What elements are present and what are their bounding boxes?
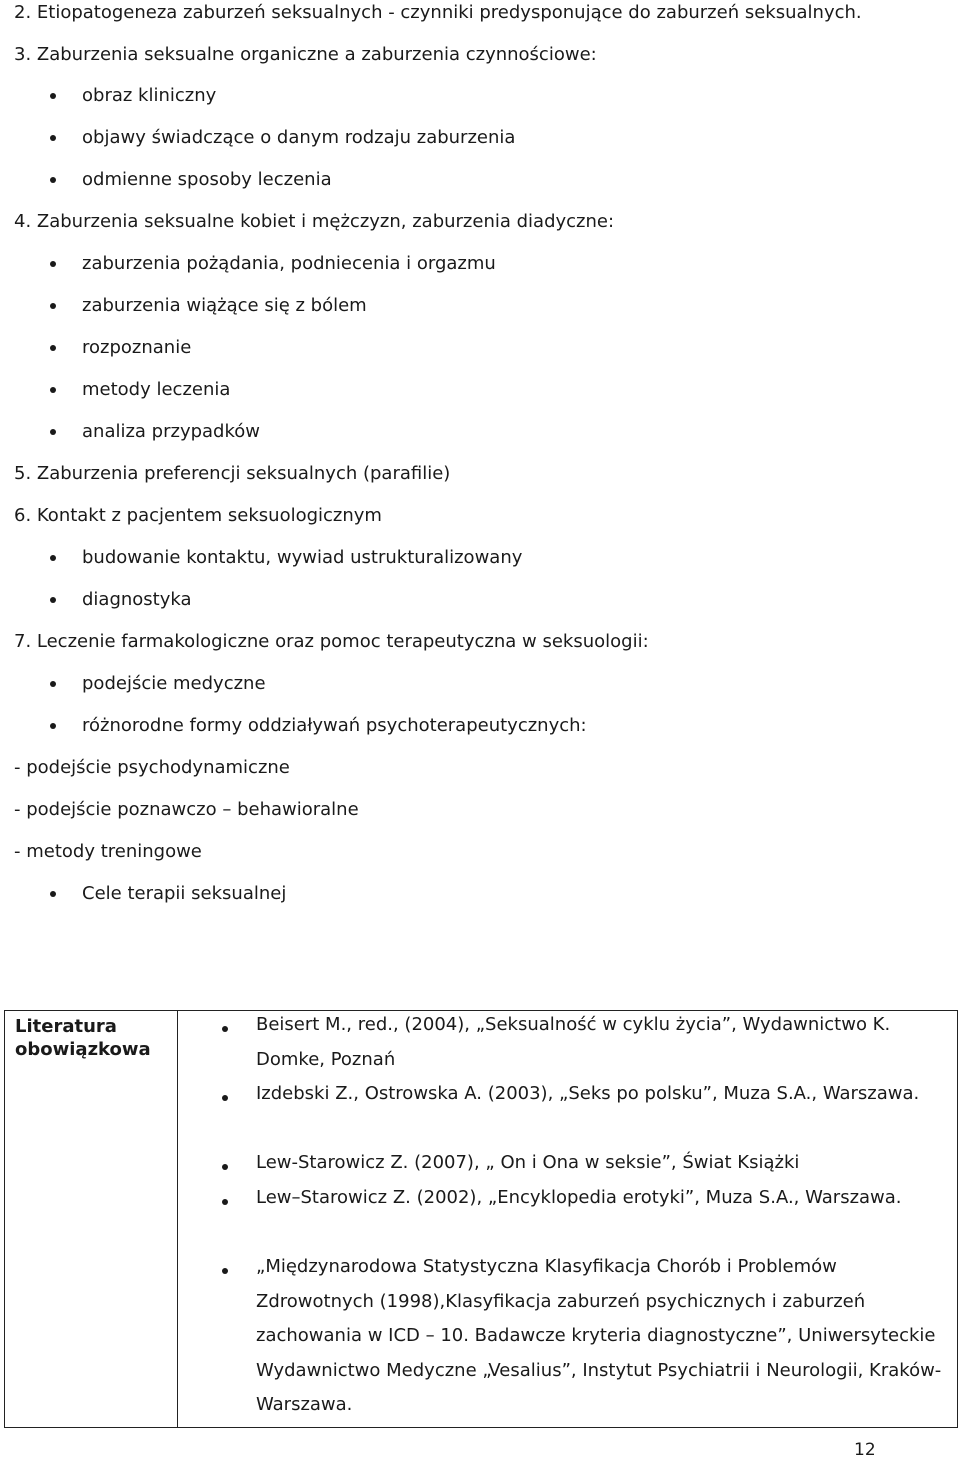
bullet-icon (50, 93, 56, 99)
bullet-icon (50, 681, 56, 687)
literature-heading-cell (5, 1011, 178, 1428)
item-4: 4. Zaburzenia seksualne kobiet i mężczyzn, zaburzenia diadyczne: (14, 211, 615, 232)
item-2: 2. Etiopatogeneza zaburzeń seksualnych - czynniki predysponujące do zaburzeń seksualnych. (14, 2, 862, 23)
bullet-icon (50, 261, 56, 267)
bullet-icon (50, 135, 56, 141)
bullet-icon (222, 1268, 228, 1274)
dash-item: - podejście poznawczo – behawioralne (14, 799, 359, 820)
literature-table (4, 1010, 958, 1428)
item-6: 6. Kontakt z pacjentem seksuologicznym (14, 505, 382, 526)
dash-item: - podejście psychodynamiczne (14, 757, 290, 778)
bullet-item: rozpoznanie (82, 337, 192, 358)
bullet-item: Cele terapii seksualnej (82, 883, 287, 904)
bullet-icon (222, 1164, 228, 1170)
item-3: 3. Zaburzenia seksualne organiczne a zaburzenia czynnościowe: (14, 44, 597, 65)
bullet-item: zaburzenia pożądania, podniecenia i orgazmu (82, 253, 496, 274)
bullet-item: obraz kliniczny (82, 85, 217, 106)
bullet-item: budowanie kontaktu, wywiad ustrukturalizowany (82, 547, 523, 568)
bullet-icon (50, 891, 56, 897)
bullet-item: metody leczenia (82, 379, 231, 400)
bullet-icon (222, 1026, 228, 1032)
bullet-icon (50, 177, 56, 183)
bullet-icon (222, 1095, 228, 1101)
bullet-item: zaburzenia wiążące się z bólem (82, 295, 367, 316)
bullet-icon (50, 429, 56, 435)
page-number: 12 (854, 1440, 876, 1460)
bullet-icon (50, 723, 56, 729)
bullet-item: podejście medyczne (82, 673, 266, 694)
bullet-icon (50, 387, 56, 393)
literature-refs-cell: Beisert M., red., (2004), „Seksualność w cyklu życia”, Wydawnictwo K. Domke, Poznań Izdebski Z., Ostrowska A. (2003), „Seks po polsku”, Muza S.A., Warszawa. Lew-Starowicz Z. (2007), „ On i Ona w seksie”, Świat Książki Lew–Starowicz Z. (2002), „Encyklopedia erotyki”, Muza S.A., Warszawa. „Międzynarodowa Statystyczna Klasyfikacja Chorób i Problemów Zdrowotnych (1998),Klasyfikacja zaburzeń psychicznych i zaburzeń zachowania w ICD – 10. Badawcze kryteria diagnostyczne”, Uniwersyteckie Wydawnictwo Medyczne „Vesalius”, Instytut Psychiatrii i Neurologii, Kraków-Warszawa. (178, 1011, 958, 1428)
bullet-item: analiza przypadków (82, 421, 260, 442)
bullet-item: objawy świadczące o danym rodzaju zaburzenia (82, 127, 516, 148)
bullet-icon (50, 597, 56, 603)
bullet-item: odmienne sposoby leczenia (82, 169, 332, 190)
item-7: 7. Leczenie farmakologiczne oraz pomoc terapeutyczna w seksuologii: (14, 631, 649, 652)
bullet-icon (50, 555, 56, 561)
dash-item: - metody treningowe (14, 841, 202, 862)
bullet-item: różnorodne formy oddziaływań psychoterapeutycznych: (82, 715, 587, 736)
item-5: 5. Zaburzenia preferencji seksualnych (parafilie) (14, 463, 451, 484)
bullet-item: diagnostyka (82, 589, 192, 610)
bullet-icon (50, 345, 56, 351)
bullet-icon (222, 1199, 228, 1205)
bullet-icon (50, 303, 56, 309)
literature-heading: Literatura obowiązkowa (15, 1016, 151, 1060)
